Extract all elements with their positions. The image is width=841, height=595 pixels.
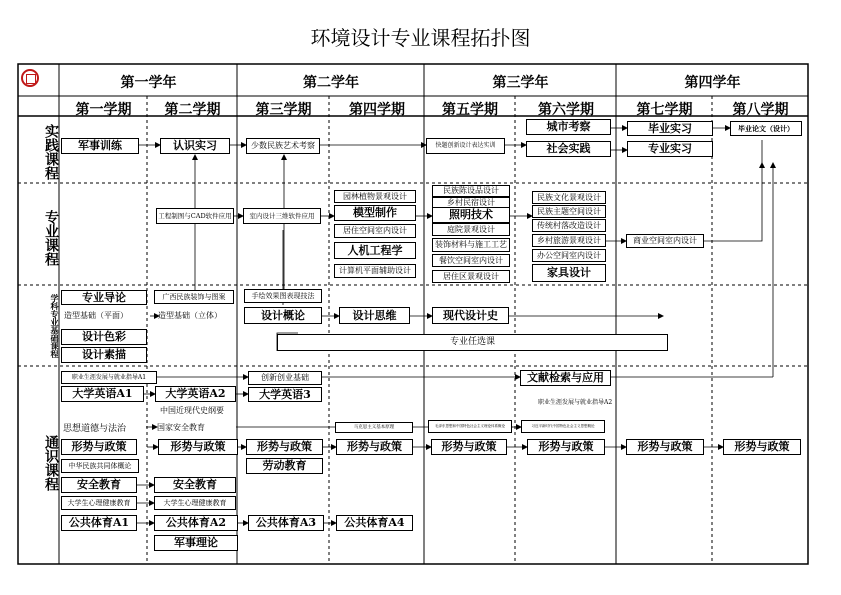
course-situation-policy-4: 形势与政策 [336,439,413,455]
semester-2-header: 第二学期 [164,102,221,118]
course-english-3: 大学英语3 [248,387,322,402]
course-safety-edu-1: 安全教育 [61,477,137,493]
course-pe-a3: 公共体育A3 [248,515,324,531]
course-military-theory: 军事理论 [154,535,238,551]
course-rural-tourism: 乡村旅游景观设计 [532,234,606,247]
course-materials: 装饰材料与施工工艺 [432,238,510,252]
course-cognitive-practice: 认识实习 [160,138,230,154]
category-practice: 实践课程 [43,124,59,180]
course-hand-drawing: 手绘效果图表现技法 [244,289,322,303]
course-form-plane: 造型基础（平面） [64,311,128,320]
course-interior-3d: 室内设计三维软件应用 [243,208,321,224]
course-graduation-internship: 毕业实习 [627,121,713,136]
course-modern-history: 中国近现代史纲要 [160,406,224,415]
course-computer-plan: 计算机平面辅助设计 [334,264,416,278]
course-labor-edu: 劳动教育 [246,458,323,474]
university-seal-icon [21,69,39,87]
semester-5-header: 第五学期 [442,102,498,118]
course-morality-law: 思想道德与法治 [63,424,127,434]
course-lighting: 照明技术 [432,207,510,223]
semester-8-header: 第八学期 [732,102,789,118]
course-safety-edu-2: 安全教育 [154,477,236,493]
course-graduation-thesis: 毕业论文（设计） [730,121,802,136]
course-situation-policy-2: 形势与政策 [158,439,238,455]
course-design-sketch: 设计素描 [61,347,147,363]
course-english-a2: 大学英语A2 [155,386,236,402]
course-situation-policy-5: 形势与政策 [431,439,507,455]
course-national-security: 国家安全教育 [157,423,205,432]
course-marxism: 马克思主义基本原理 [335,422,413,433]
course-commercial-interior: 商业空间室内设计 [626,234,704,248]
semester-3-header: 第三学期 [255,102,312,118]
course-xi-thought: 习近平新时代中国特色社会主义思想概论 [521,420,605,433]
course-residential-interior: 居住空间室内设计 [334,224,416,238]
course-mental-health-1: 大学生心理健康教育 [61,496,137,510]
course-office-interior: 办公空间室内设计 [532,249,606,262]
course-professional-internship: 专业实习 [627,141,713,157]
course-pe-a2: 公共体育A2 [154,515,238,531]
course-pe-a4: 公共体育A4 [336,515,413,531]
course-pe-a1: 公共体育A1 [61,515,137,531]
course-drafting-cad: 工程制图与CAD软件应用 [156,208,234,224]
year-2-header: 第二学年 [303,75,359,91]
course-ethnic-art-survey: 少数民族艺术考察 [246,138,320,154]
course-ergonomics: 人机工程学 [334,242,416,259]
course-residential-landscape: 居住区景观设计 [432,270,510,283]
course-restaurant-interior: 餐饮空间室内设计 [432,254,510,267]
course-english-a1: 大学英语A1 [61,386,144,402]
course-situation-policy-3: 形势与政策 [246,439,323,455]
course-guangxi-pattern: 广西民族装饰与图案 [154,290,234,304]
year-3-header: 第三学年 [492,75,549,91]
course-situation-policy-7: 形势与政策 [626,439,704,455]
course-situation-policy-1: 形势与政策 [61,439,137,455]
category-professional: 专业课程 [43,210,59,266]
course-electives: 专业任选课 [277,334,668,351]
course-innovation: 创新创业基础 [248,371,322,385]
course-career-a2: 职业生涯发展与就业指导A2 [538,399,613,406]
course-military-training: 军事训练 [61,138,139,154]
course-design-color: 设计色彩 [61,329,147,345]
semester-7-header: 第七学期 [636,102,693,118]
course-mao-thought: 毛泽东思想和中国特色社会主义理论体系概论 [428,420,512,433]
course-intro-major: 专业导论 [61,290,147,305]
semester-1-header: 第一学期 [75,102,132,118]
course-city-survey: 城市考察 [526,119,611,135]
course-garden-plant: 园林植物景观设计 [334,190,416,203]
course-situation-policy-8: 形势与政策 [723,439,801,455]
category-general: 通识课程 [43,435,59,491]
course-ethnic-culture-landscape: 民族文化景观设计 [532,191,606,204]
course-furniture: 家具设计 [532,264,606,282]
semester-6-header: 第六学期 [538,102,594,118]
course-form-solid: 造型基础（立体） [158,311,222,320]
course-fast-design: 快题创新设计表达实训 [426,138,505,154]
course-social-practice: 社会实践 [526,141,611,157]
course-rural-homestay: 乡村民宿设计 [432,197,510,208]
category-foundation: 学科专业基础课程 [50,294,60,358]
course-village-renovation: 传统村落改造设计 [532,219,606,232]
semester-4-header: 第四学期 [349,102,405,118]
course-chinese-nation: 中华民族共同体概论 [61,459,139,473]
course-design-thinking: 设计思维 [339,307,410,324]
page-title: 环境设计专业课程拓扑图 [310,26,531,50]
course-courtyard: 庭院景观设计 [432,223,510,236]
course-design-overview: 设计概论 [244,307,322,324]
course-ethnic-furnishings: 民族陈设品设计 [432,185,510,197]
course-ethnic-theme-space: 民族主题空间设计 [532,205,606,218]
course-literature-retrieval: 文献检索与应用 [520,370,611,386]
course-modern-design-history: 现代设计史 [432,307,509,324]
course-mental-health-2: 大学生心理健康教育 [154,496,236,510]
year-1-header: 第一学年 [120,75,177,91]
course-model-making: 模型制作 [334,205,416,221]
year-4-header: 第四学年 [684,75,741,91]
course-career-plan: 职业生涯发展与就业指导A1 [61,371,157,384]
course-situation-policy-6: 形势与政策 [527,439,605,455]
